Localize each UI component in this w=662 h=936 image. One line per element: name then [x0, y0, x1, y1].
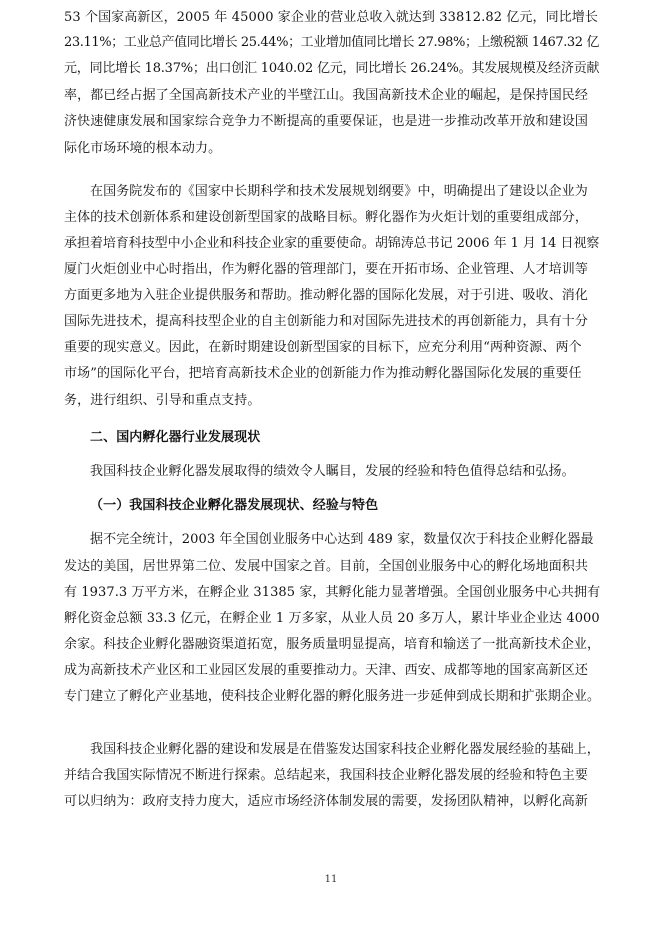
body-line: 发达的美国，居世界第二位、发展中国家之首。目前，全国创业服务中心的孵化场地面积共 [64, 559, 589, 574]
body-line: 孵化资金总额 33.3 亿元，在孵企业 1 万多家，从业人员 20 多万人，累计毕业企业达 4000 [64, 611, 600, 626]
body-line: 重要的现实意义。因此，在新时期建设创新型国家的目标下，应充分利用“两种资源、两个 [64, 340, 582, 355]
body-line: 并结合我国实际情况不断进行探索。总结起来，我国科技企业孵化器发展的经验和特色主要 [64, 768, 589, 783]
subsection-heading: （一）我国科技企业孵化器发展现状、经验与特色 [90, 498, 379, 513]
body-line: 际化市场环境的根本动力。 [64, 141, 222, 156]
body-line: 市场”的国际化平台，把培育高新技术企业的创新能力作为推动孵化器国际化发展的重要任 [64, 366, 582, 381]
body-line: 可以归纳为：政府支持力度大，适应市场经济体制发展的需要，发扬团队精神，以孵化高新 [64, 794, 589, 809]
section-heading: 二、国内孵化器行业发展现状 [90, 430, 261, 445]
body-line: 53 个国家高新区，2005 年 45000 家企业的营业总收入就达到 33812.82 亿元，同比增长 [64, 10, 599, 25]
body-line: 方面更多地为入驻企业提供服务和帮助。推动孵化器的国际化发展，对于引进、吸收、消化 [64, 288, 589, 303]
body-line: 专门建立了孵化产业基地，使科技企业孵化器的孵化服务进一步延伸到成长期和扩张期企业。 [64, 689, 601, 704]
body-line: 承担着培育科技型中小企业和科技企业家的重要使命。胡锦涛总书记 2006 年 1 月 14 日视察 [64, 236, 600, 251]
body-line: 厦门火炬创业中心时指出，作为孵化器的管理部门，要在开拓市场、企业管理、人才培训等 [64, 262, 589, 277]
body-line: 元，同比增长 18.37%；出口创汇 1040.02 亿元，同比增长 26.24%。其发展规模及经济贡献 [64, 61, 600, 76]
body-line: 率，都已经占据了全国高新技术产业的半壁江山。我国高新技术企业的崛起，是保持国民经 [64, 88, 589, 103]
body-line: 我国科技企业孵化器的建设和发展是在借鉴发达国家科技企业孵化器发展经验的基础上， [90, 742, 600, 757]
body-line: 国际先进技术，提高科技型企业的自主创新能力和对国际先进技术的再创新能力，具有十分 [64, 314, 589, 329]
body-line: 成为高新技术产业区和工业园区发展的重要推动力。天津、西安、成都等地的国家高新区还 [64, 663, 589, 678]
body-line: 务，进行组织、引导和重点支持。 [64, 393, 261, 408]
body-line: 余家。科技企业孵化器融资渠道拓宽，服务质量明显提高，培育和输送了一批高新技术企业， [64, 637, 601, 652]
body-line: 23.11%；工业总产值同比增长 25.44%；工业增加值同比增长 27.98%；上缴税额 1467.32 亿 [64, 35, 599, 50]
body-line: 有 1937.3 万平方米，在孵企业 31385 家，其孵化能力显著增强。全国创业服务中心共拥有 [64, 585, 601, 600]
body-line: 我国科技企业孵化器发展取得的绩效令人瞩目，发展的经验和特色值得总结和弘扬。 [90, 464, 575, 479]
body-line: 济快速健康发展和国家综合竞争力不断提高的重要保证，也是进一步推动改革开放和建设国 [64, 114, 589, 129]
body-line: 据不完全统计，2003 年全国创业服务中心达到 489 家，数量仅次于科技企业孵化器最 [90, 532, 594, 547]
body-line: 主体的技术创新体系和建设创新型国家的战略目标。孵化器作为火炬计划的重要组成部分， [64, 210, 589, 225]
body-line: 在国务院发布的《国家中长期科学和技术发展规划纲要》中，明确提出了建设以企业为 [90, 184, 588, 199]
page-number: 11 [324, 874, 338, 885]
